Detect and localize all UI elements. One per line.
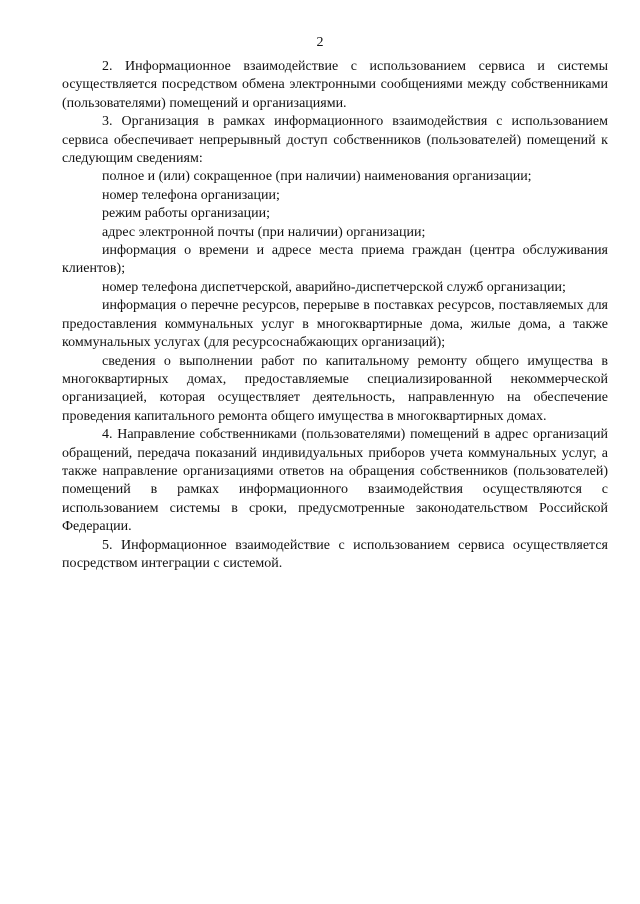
list-item-phone: номер телефона организации; [102, 187, 280, 203]
list-item-dispatch-phone: номер телефона диспетчерской, аварийно-диспетчерской служб организации; [102, 279, 566, 295]
page-number: 2 [316, 35, 324, 50]
document-body [62, 58, 608, 573]
list-item-resources: информация о перечне ресурсов, перерыве в поставках ресурсов, поставляемых для предоставления коммунальных услуг в многоквартирные дома, жилые дома, а также коммунальных услугах (для ресурсоснабжающих организаций); [62, 298, 608, 351]
paragraph-5: 5. Информационное взаимодействие с использованием сервиса осуществляется посредством интеграции с системой. [62, 537, 608, 571]
list-item-email: адрес электронной почты (при наличии) организации; [102, 224, 426, 240]
paragraph-4: 4. Направление собственниками (пользователями) помещений в адрес организаций обращений, передача показаний индивидуальных приборов учета коммунальных услуг, а также направление организациями ответов на обращения собственников (пользователей) помещений в рамках информационного взаимодействия осуществляются с использованием системы в сроки, предусмотренные законодательством Российской Федерации. [62, 427, 608, 535]
paragraph-3: 3. Организация в рамках информационного взаимодействия с использованием сервиса обеспечивает непрерывный доступ собственников (пользователей) помещений к следующим сведениям: [62, 114, 608, 167]
paragraph-2: 2. Информационное взаимодействие с использованием сервиса и системы осуществляется посредством обмена электронными сообщениями между собственниками (пользователями) помещений и организациями. [62, 59, 608, 111]
list-item-capital-repair: сведения о выполнении работ по капитальному ремонту общего имущества в многоквартирных домах, предоставляемые специализированной некоммерческой организацией, которая осуществляет деятельность, направленную на обеспечение проведения капитального ремонта общего имущества в многоквартирных домах. [62, 353, 608, 424]
list-item-hours: режим работы организации; [102, 206, 270, 222]
list-item-name: полное и (или) сокращенное (при наличии) наименования организации; [102, 169, 532, 185]
list-item-reception: информация о времени и адресе места приема граждан (центра обслуживания клиентов); [62, 243, 608, 277]
